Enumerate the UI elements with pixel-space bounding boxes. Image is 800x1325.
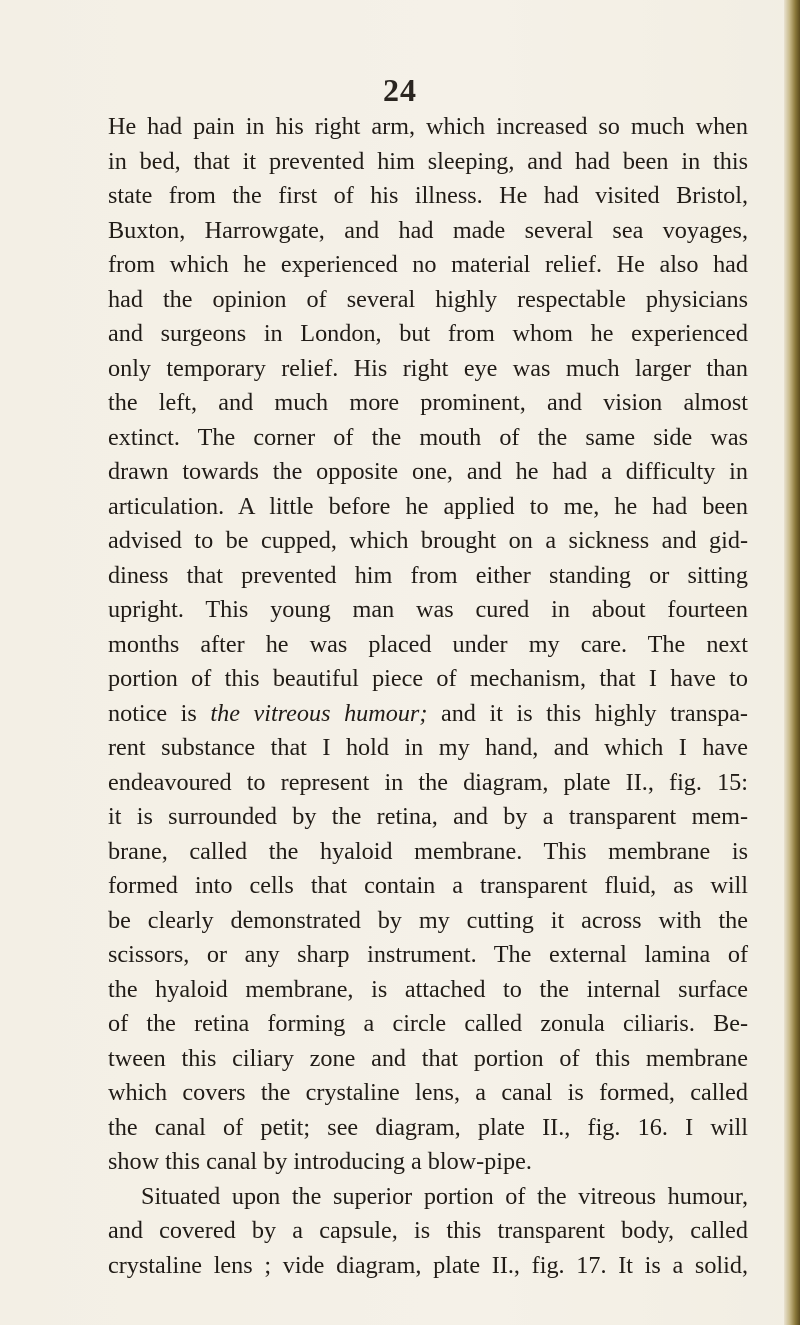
text-line: the canal of petit; see diagram, plate II., fig. 16. I will bbox=[108, 1113, 748, 1141]
text-line: brane, called the hyaloid membrane. This membrane is bbox=[108, 837, 748, 865]
text-line: Buxton, Harrowgate, and had made several sea voyages, bbox=[108, 216, 748, 244]
text-line: only temporary relief. His right eye was much larger than bbox=[108, 354, 748, 382]
body-text bbox=[108, 110, 748, 1283]
text-line: upright. This young man was cured in about fourteen bbox=[108, 596, 748, 623]
text-line: and covered by a capsule, is this transparent body, called bbox=[108, 1217, 748, 1244]
text-line: be clearly demonstrated by my cutting it across with the bbox=[108, 906, 748, 934]
text-line: in bed, that it prevented him sleeping, and had been in this bbox=[108, 147, 748, 175]
text-line: had the opinion of several highly respectable physicians bbox=[108, 285, 748, 313]
text-line: articulation. A little before he applied to me, he had been bbox=[108, 492, 748, 520]
text-line: months after he was placed under my care. The next bbox=[108, 630, 748, 658]
text-line-with-italic bbox=[108, 697, 748, 732]
text-line: diness that prevented him from either standing or sitting bbox=[108, 561, 748, 589]
text-line: the left, and much more prominent, and vision almost bbox=[108, 389, 748, 416]
italic-term-vitreous-humour: the vitreous humour; bbox=[210, 699, 428, 727]
text-line: advised to be cupped, which brought on a sickness and gid- bbox=[108, 527, 748, 554]
text-line: formed into cells that contain a transparent fluid, as will bbox=[108, 872, 748, 899]
text-line: it is surrounded by the retina, and by a transparent mem- bbox=[108, 803, 748, 830]
text-line: crystaline lens ; vide diagram, plate II., fig. 17. It is a solid, bbox=[108, 1251, 748, 1279]
text-line: tween this ciliary zone and that portion of this membrane bbox=[108, 1044, 748, 1072]
text-line: from which he experienced no material relief. He also had bbox=[108, 251, 748, 278]
text-line: the hyaloid membrane, is attached to the internal surface bbox=[108, 975, 748, 1003]
line-text-before-italic: notice is bbox=[108, 699, 211, 727]
line-text-after-italic: and it is this highly transpa- bbox=[427, 699, 748, 727]
page-binding-edge bbox=[784, 0, 800, 1325]
text-line: He had pain in his right arm, which increased so much when bbox=[108, 113, 748, 140]
text-line: state from the first of his illness. He had visited Bristol, bbox=[108, 182, 748, 209]
text-line-paragraph-end: show this canal by introducing a blow-pipe. bbox=[108, 1148, 532, 1175]
page-number: 24 bbox=[383, 72, 417, 108]
text-line: rent substance that I hold in my hand, and which I have bbox=[108, 734, 748, 761]
text-line-paragraph-start: Situated upon the superior portion of the vitreous humour, bbox=[141, 1182, 748, 1210]
text-line: scissors, or any sharp instrument. The external lamina of bbox=[108, 941, 748, 968]
text-line: extinct. The corner of the mouth of the same side was bbox=[108, 423, 748, 451]
text-line: and surgeons in London, but from whom he experienced bbox=[108, 320, 748, 347]
text-line: endeavoured to represent in the diagram, plate II., fig. 15: bbox=[108, 768, 748, 796]
text-line: drawn towards the opposite one, and he had a difficulty in bbox=[108, 458, 748, 485]
text-line: which covers the crystaline lens, a canal is formed, called bbox=[108, 1079, 748, 1106]
text-line: of the retina forming a circle called zonula ciliaris. Be- bbox=[108, 1010, 748, 1037]
text-line: portion of this beautiful piece of mechanism, that I have to bbox=[108, 665, 748, 692]
